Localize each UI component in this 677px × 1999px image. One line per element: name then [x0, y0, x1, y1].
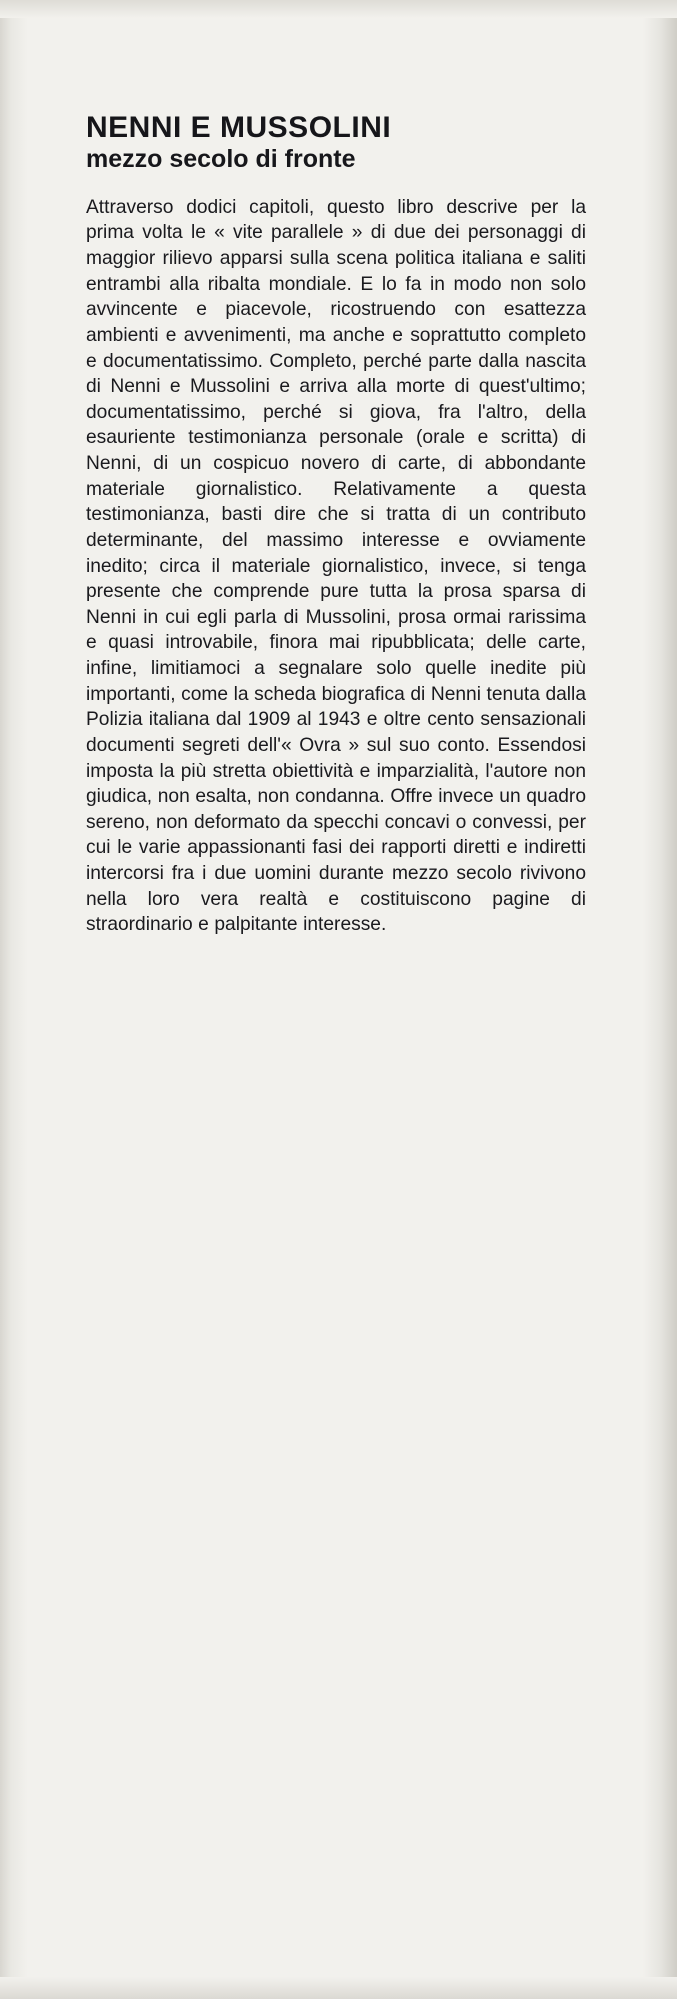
page-bottom-edge-shadow — [0, 1977, 677, 1999]
blurb-content — [86, 112, 586, 938]
blurb-paragraph: Attraverso dodici capitoli, questo libro descrive per la prima volta le « vite parallele » di due dei personaggi di maggior rilievo apparsi sulla scena politica italiana e saliti entrambi alla ribalta mondiale. E lo fa in modo non solo avvincente e piacevole, ricostruendo con esattezza ambienti e avvenimenti, ma anche e soprattutto completo e documentatissimo. Completo, perché parte dalla nascita di Nenni e Mussolini e arriva alla morte di quest'ultimo; documentatissimo, perché si giova, fra l'altro, della esauriente testimonianza personale (orale e scritta) di Nenni, di un cospicuo novero di carte, di abbondante materiale giornalistico. Relativamente a questa testimonianza, basti dire che si tratta di un contributo determinante, del massimo interesse e ovviamente inedito; circa il materiale giornalistico, invece, si tenga presente che comprende pure tutta la prosa sparsa di Nenni in cui egli parla di Mussolini, prosa ormai rarissima e quasi introvabile, finora mai ripubblicata; delle carte, infine, limitiamoci a segnalare solo quelle inedite più importanti, come la scheda biografica di Nenni tenuta dalla Polizia italiana dal 1909 al 1943 e oltre cento sensazionali documenti segreti dell'« Ovra » sul suo conto. Essendosi imposta la più stretta obiettività e imparzialità, l'autore non giudica, non esalta, non condanna. Offre invece un quadro sereno, non deformato da specchi concavi o convessi, per cui le varie appassionanti fasi dei rapporti diretti e indiretti intercorsi fra i due uomini durante mezzo secolo rivivono nella loro vera realtà e costituiscono pagine di straordinario e palpitante interesse. — [86, 196, 586, 936]
page-top-edge-shadow — [0, 0, 677, 18]
book-subtitle: mezzo secolo di fronte — [86, 144, 356, 173]
page-right-edge-shadow — [643, 0, 677, 1999]
page-left-edge-shadow — [0, 0, 28, 1999]
blurb-text-block — [86, 195, 586, 938]
book-title: NENNI E MUSSOLINI — [86, 111, 392, 144]
